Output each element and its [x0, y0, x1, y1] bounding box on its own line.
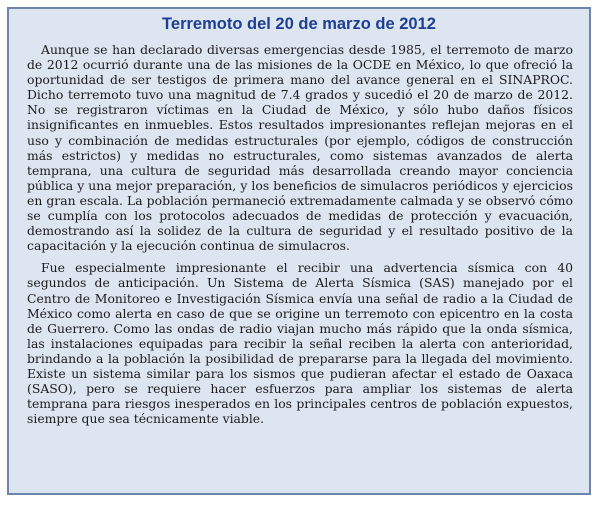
box-title: Terremoto del 20 de marzo de 2012 [162, 15, 436, 33]
paragraph-1: Aunque se han declarado diversas emergencias desde 1985, el terremoto de marzo de 2012 ocurrió durante una de las misiones de la OCDE en México, lo que ofreció la oportunidad de ser testigos de primera mano del avance general en el SINAPROC. Dicho terremoto tuvo una magnitud de 7.4 grados y sucedió el 20 de marzo de 2012. No se registraron víctimas en la Ciudad de México, y sólo hubo daños físicos insignificantes en inmuebles. Estos resultados impresionantes reflejan mejoras en el uso y combinación de medidas estructurales (por ejemplo, códigos de construcción más estrictos) y medidas no estructurales, como sistemas avanzados de alerta temprana, una cultura de seguridad más desarrollada creando mayor conciencia pública y una mejor preparación, y los beneficios de simulacros periódicos y ejercicios en gran escala. La población permaneció extremadamente calmada y se observó cómo se cumplía con los protocolos adecuados de medidas de protección y evacuación, demostrando así la solidez de la cultura de seguridad y el resultado positivo de la capacitación y la ejecución continua de simulacros. [27, 42, 573, 254]
paragraph-2: Fue especialmente impresionante el recibir una advertencia sísmica con 40 segundos de anticipación. Un Sistema de Alerta Sísmica (SAS) manejado por el Centro de Monitoreo e Investigación Sísmica envía una señal de radio a la Ciudad de México como alerta en caso de que se origine un terremoto con epicentro en la costa de Guerrero. Como las ondas de radio viajan mucho más rápido que la onda sísmica, las instalaciones equipadas para recibir la señal reciben la alerta con anterioridad, brindando a la población la posibilidad de prepararse para la llegada del movimiento. Existe un sistema similar para los sismos que pudieran afectar el estado de Oaxaca (SASO), pero se requiere hacer esfuerzos para ampliar los sistemas de alerta temprana para riesgos inesperados en los principales centros de población expuestos, siempre que sea técnicamente viable. [27, 260, 573, 427]
box-body [27, 42, 573, 433]
info-box [7, 7, 591, 495]
